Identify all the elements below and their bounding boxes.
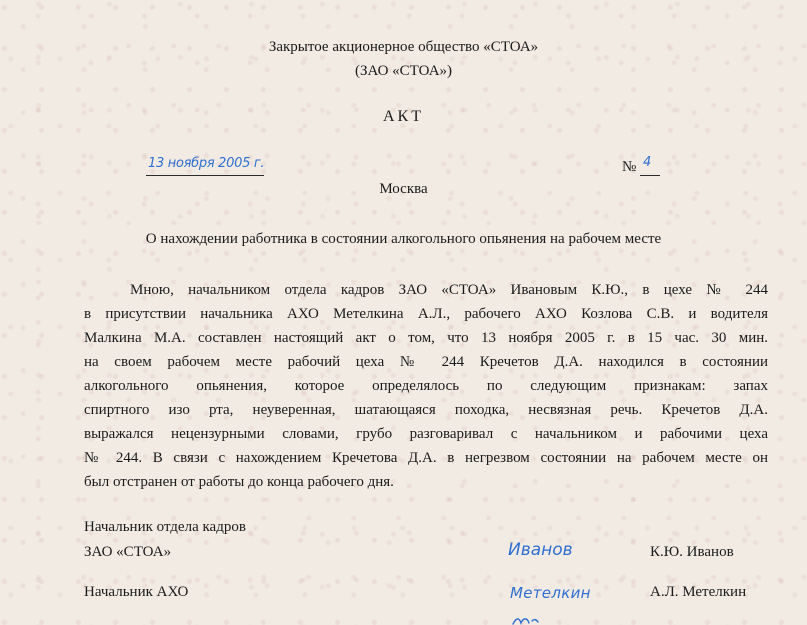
document-city: Москва (379, 181, 428, 197)
body-line: Малкина М.А. составлен настоящий акт о том, что 13 ноября 2005 г. в 15 час. 30 мин. (84, 330, 768, 346)
signer2-signature: Метелкин (510, 584, 591, 602)
body-line: алкогольного опьянения, которое определялось по следующим признакам: запах (84, 378, 768, 394)
body-line: Мною, начальником отдела кадров ЗАО «СТОА» Ивановым К.Ю., в цехе № 244 (130, 282, 768, 298)
body-line: выражался нецензурными словами, грубо разговаривал с начальником и рабочими цеха (84, 426, 768, 442)
number-underline (640, 175, 660, 176)
signer1-name: К.Ю. Иванов (650, 544, 734, 560)
body-line: спиртного изо рта, неуверенная, шатающаяся походка, несвязная речь. Кречетов Д.А. (84, 402, 768, 418)
document-date: 13 ноября 2005 г. (148, 156, 265, 171)
signer2-name: А.Л. Метелкин (650, 584, 747, 600)
organization-name: Закрытое акционерное общество «СТОА» (268, 39, 539, 55)
body-line: был отстранен от работы до конца рабочего дня. (84, 474, 394, 490)
partial-signature-icon (512, 614, 540, 625)
document-number: 4 (643, 155, 652, 170)
signer1-organization: ЗАО «СТОА» (84, 544, 172, 560)
act-body (84, 278, 768, 494)
body-line: № 244. В связи с нахождением Кречетова Д.А. в негрезвом состоянии на рабочем месте он (84, 450, 768, 466)
signer2-position: Начальник АХО (84, 584, 189, 600)
date-underline (146, 175, 264, 176)
organization-short-name: (ЗАО «СТОА») (354, 63, 453, 79)
document-title: АКТ (383, 108, 424, 125)
body-line: в присутствии начальника АХО Метелкина А.Л., рабочего АХО Козлова С.В. и водителя (84, 306, 768, 322)
signer1-signature: Иванов (508, 540, 573, 560)
body-line: на своем рабочем месте рабочий цеха № 244 Кречетов Д.А. находился в состоянии (84, 354, 768, 370)
signer1-position: Начальник отдела кадров (84, 519, 246, 535)
document-number-label: № (622, 159, 637, 175)
document-subject: О нахождении работника в состоянии алкогольного опьянения на рабочем месте (145, 231, 662, 247)
